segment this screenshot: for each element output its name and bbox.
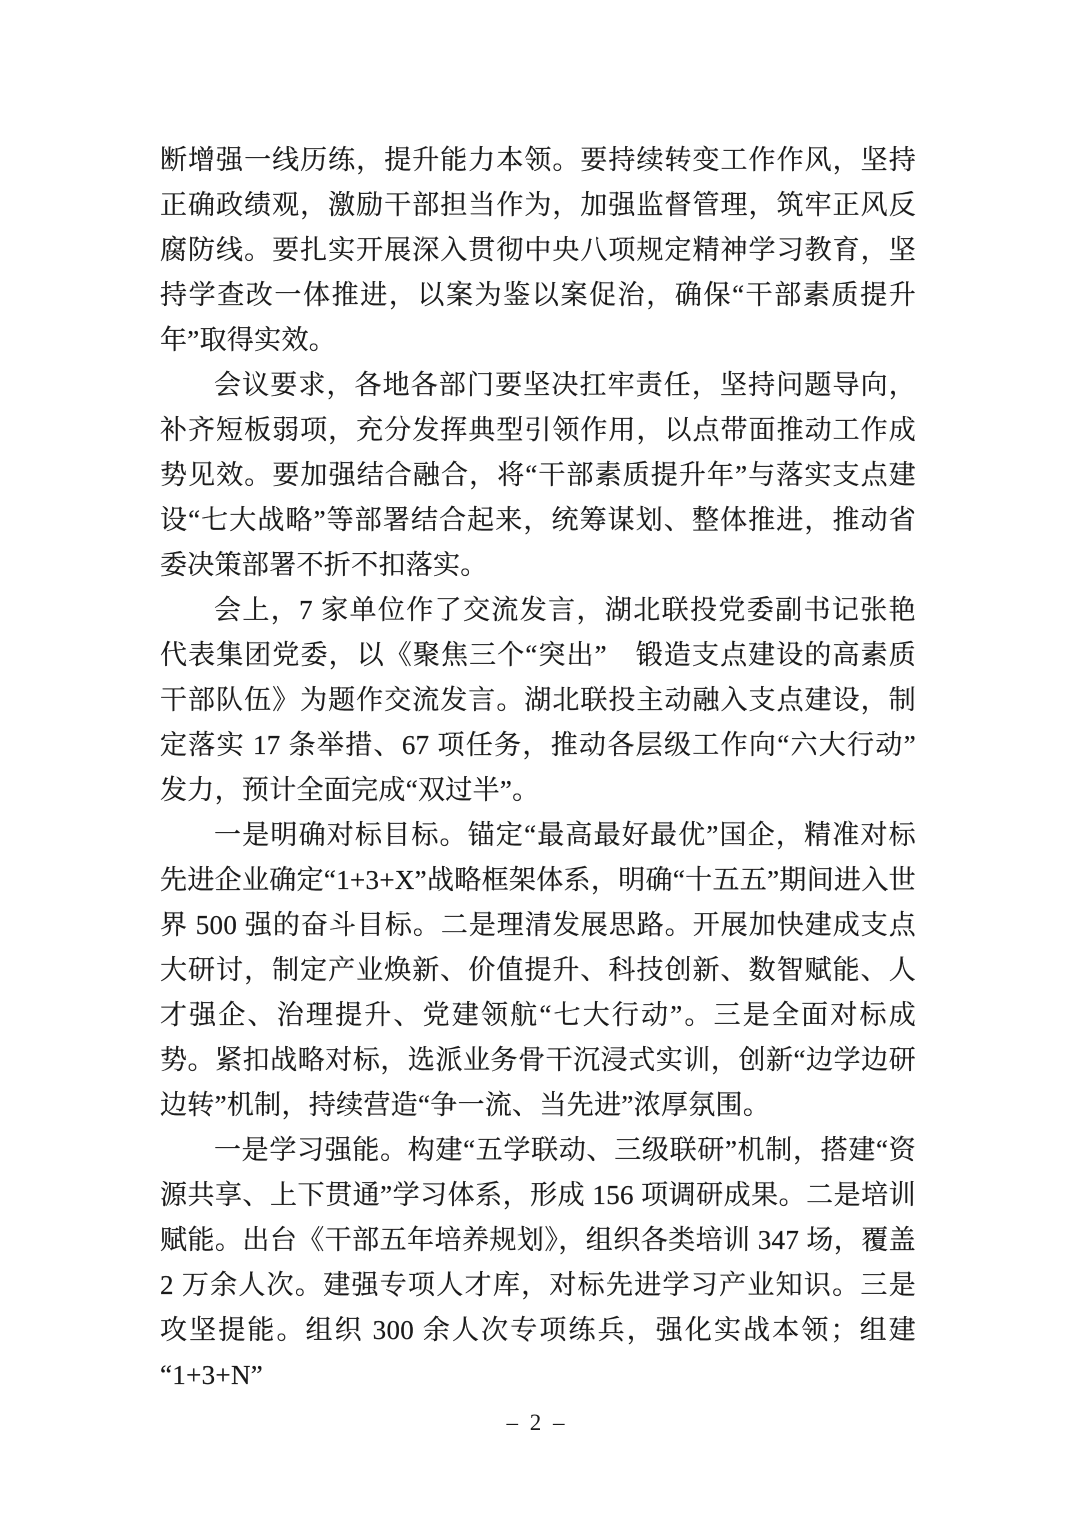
paragraph-exchange-speeches: 会上，7 家单位作了交流发言，湖北联投党委副书记张艳代表集团党委，以《聚焦三个“突出” 锻造支点建设的高素质干部队伍》为题作交流发言。湖北联投主动融入支点建设，制定落实 17 条举措、67 项任务，推动各层级工作向“六大行动”发力，预计全面完成“双过半”。 xyxy=(160,595,916,805)
page-number: – 2 – xyxy=(506,1410,568,1435)
paragraph-learning-empowerment: 一是学习强能。构建“五学联动、三级联研”机制，搭建“资源共享、上下贯通”学习体系，形成 156 项调研成果。二是培训赋能。出台《干部五年培养规划》，组织各类培训 347 场，覆盖 2 万余人次。建强专项人才库，对标先进学习产业知识。三是攻坚提能。组织 300 余人次专项练兵，强化实战本领；组建“1+3+N” xyxy=(160,1135,916,1390)
paragraph-continuation: 断增强一线历练，提升能力本领。要持续转变工作作风，坚持正确政绩观，激励干部担当作为，加强监督管理，筑牢正风反腐防线。要扎实开展深入贯彻中央八项规定精神学习教育，坚持学查改一体推进，以案为鉴以案促治，确保“干部素质提升年”取得实效。 xyxy=(160,145,916,355)
paragraph-benchmark-goals: 一是明确对标目标。锚定“最高最好最优”国企，精准对标先进企业确定“1+3+X”战略框架体系，明确“十五五”期间进入世界 500 强的奋斗目标。二是理清发展思路。开展加快建成支点大研讨，制定产业焕新、价值提升、科技创新、数智赋能、人才强企、治理提升、党建领航“七大行动”。三是全面对标成势。紧扣战略对标，选派业务骨干沉浸式实训，创新“边学边研边转”机制，持续营造“争一流、当先进”浓厚氛围。 xyxy=(160,820,916,1120)
document-body-text xyxy=(160,138,916,1398)
paragraph-meeting-requirements: 会议要求，各地各部门要坚决扛牢责任，坚持问题导向，补齐短板弱项，充分发挥典型引领作用，以点带面推动工作成势见效。要加强结合融合，将“干部素质提升年”与落实支点建设“七大战略”等部署结合起来，统筹谋划、整体推进，推动省委决策部署不折不扣落实。 xyxy=(160,370,916,580)
